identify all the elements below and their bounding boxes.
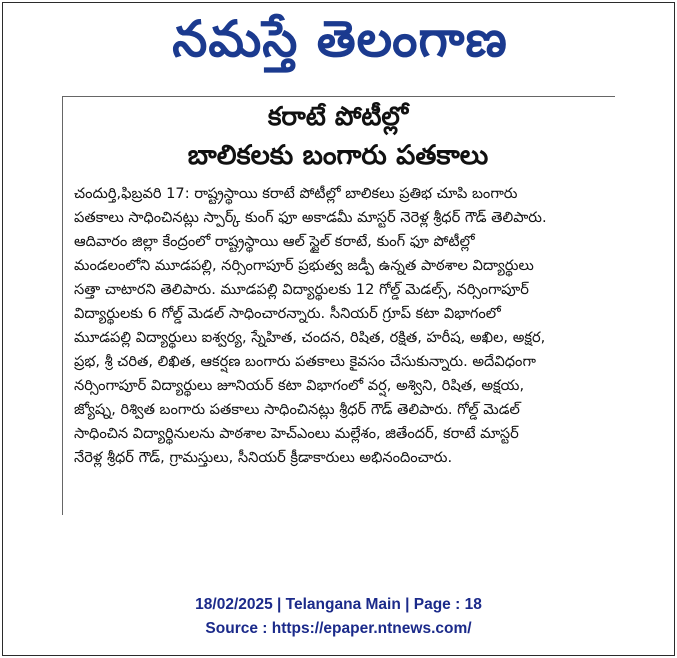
article-headline-line2: బాలికలకు బంగారు పతకాలు [187, 140, 489, 171]
article-body-line: విద్యార్థులకు 6 గోల్డ్ మెడల్ సాధించారన్నారు. సీనియర్ గ్రూప్ కటా విభాగంలో [74, 305, 501, 322]
article-body-line: నేరెళ్ల శ్రీధర్ గౌడ్, గ్రామస్తులు, సీనియర్ క్రీడాకారులు అభినందించారు. [74, 449, 453, 466]
article-body-line: చందుర్తి,ఫిబ్రవరి 17: రాష్ట్రస్థాయి కరాటే పోటీల్లో బాలికలు ప్రతిభ చూపి బంగారు [74, 185, 518, 202]
source-link[interactable]: Source : https://epaper.ntnews.com/ [205, 620, 472, 637]
article-body-line: నర్సింగాపూర్ విద్యార్థులు జూనియర్ కటా విభాగంలో వర్ష, అశ్విని, రిషిత, అక్షయ, [74, 377, 525, 394]
article-body-line: మండలంలోని మూడపల్లి, నర్సింగాపూర్ ప్రభుత్వ జడ్పీ ఉన్నత పాఠశాల విద్యార్థులు [74, 257, 534, 274]
edition-info: 18/02/2025 | Telangana Main | Page : 18 [195, 596, 482, 613]
article-body-line: మూడపల్లి విద్యార్థులు ఐశ్వర్య, స్నేహిత, చందన, రిషిత, రక్షిత, హరీష, అఖిల, అక్షర, [74, 329, 546, 346]
article-body-line: జ్యోష్న, రిశ్విత బంగారు పతకాలు సాధించినట్లు శ్రీధర్ గౌడ్ తెలిపారు. గోల్డ్ మెడల్ [74, 401, 520, 418]
article-headline-line1: కరాటే పోటీల్లో [267, 102, 409, 132]
article-body-line: సత్తా చాటారని తెలిపారు. మూడపల్లి విద్యార్థులకు 12 గోల్డ్ మెడల్స్, నర్సింగాపూర్ [74, 281, 529, 298]
article-body-line: ఆదివారం జిల్లా కేంద్రంలో రాష్ట్రస్థాయి ఆల్ స్టైల్ కరాటే, కుంగ్ ఫూ పోటీల్లో [74, 233, 475, 250]
article-body [74, 182, 610, 470]
article-body-line: సాధించిన విద్యార్థినులను పాఠశాల హెచ్ఎంలు మల్లేశం, జితేందర్, కరాటే మాస్టర్ [74, 425, 519, 442]
newspaper-masthead: నమస్తే తెలంగాణ [172, 10, 508, 68]
article-body-line: పతకాలు సాధించినట్లు స్పార్క్ కుంగ్ ఫూ అకాడమీ మాస్టర్ నెరెళ్ల శ్రీధర్ గౌడ్ తెలిపారు. [74, 209, 547, 226]
article-body-line: ప్రభ, శ్రీ చరిత, లిఖిత, ఆకర్షణ బంగారు పతకాలు కైవసం చేసుకున్నారు. అదేవిధంగా [74, 353, 536, 370]
